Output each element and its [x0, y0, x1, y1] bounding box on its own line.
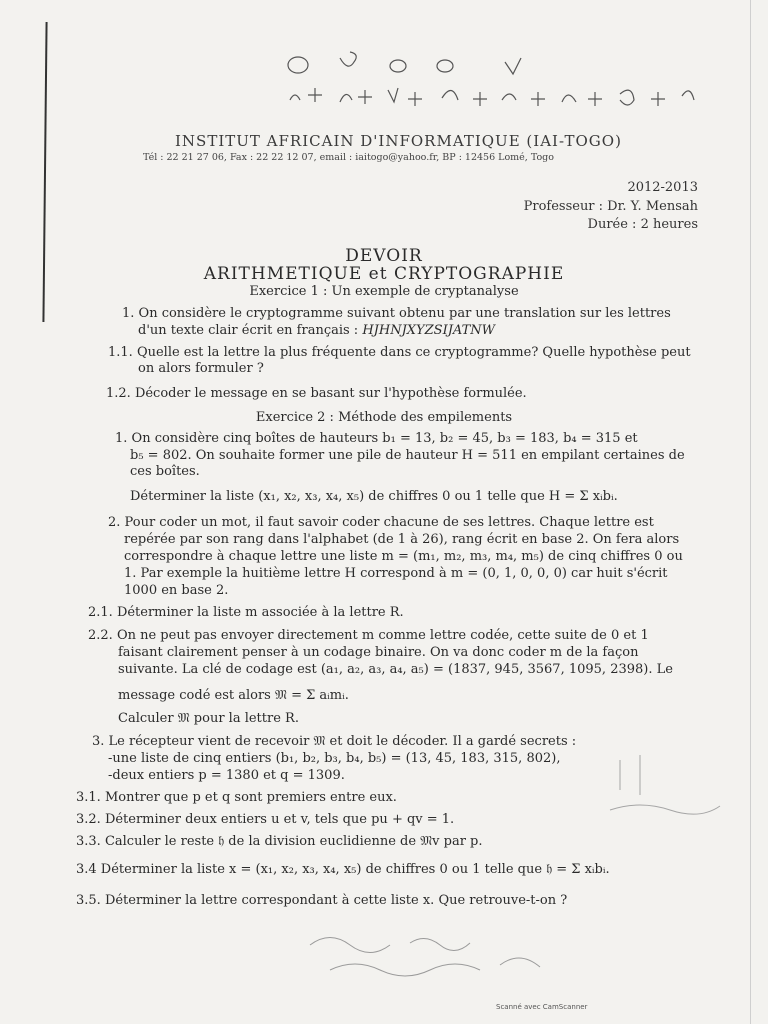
ex2-q3-line2: -une liste de cinq entiers (b₁, b₂, b₃, b₄, b₅) = (13, 45, 183, 315, 802), — [108, 751, 561, 766]
ex1-q11-line1: 1.1. Quelle est la lettre la plus fréquente dans ce cryptogramme? Quelle hypothèse peut — [108, 345, 691, 360]
ex2-q21: 2.1. Déterminer la liste m associée à la lettre R. — [88, 605, 404, 620]
handwritten-scribble — [270, 50, 710, 130]
ex2-q1-line4: Déterminer la liste (x₁, x₂, x₃, x₄, x₅) de chiffres 0 ou 1 telle que H = Σ xᵢbᵢ. — [130, 489, 618, 504]
ex1-q1-text: d'un texte clair écrit en français : — [138, 323, 359, 338]
exam-subject: ARITHMETIQUE et CRYPTOGRAPHIE — [203, 264, 565, 284]
ex2-q33: 3.3. Calculer le reste 𝔥 de la division euclidienne de 𝔐v par p. — [76, 834, 483, 849]
ex2-q22-line3: suivante. La clé de codage est (a₁, a₂, a₃, a₄, a₅) = (1837, 945, 3567, 1095, 2398). Le — [118, 662, 673, 677]
ex1-q12: 1.2. Décoder le message en se basant sur l'hypothèse formulée. — [106, 386, 527, 401]
ex2-q22-line1: 2.2. On ne peut pas envoyer directement m comme lettre codée, cette suite de 0 et 1 — [88, 628, 649, 643]
ex2-q2-line4: 1. Par exemple la huitième lettre H correspond à m = (0, 1, 0, 0, 0) car huit s'écrit — [124, 566, 668, 581]
bleed-through-marks-right — [600, 740, 740, 840]
ex1-q1-line2 — [138, 323, 495, 338]
bleed-through-scribbles — [300, 925, 620, 995]
ex2-q32: 3.2. Déterminer deux entiers u et v, tels que pu + qv = 1. — [76, 812, 455, 827]
exam-year: 2012-2013 — [627, 180, 698, 195]
ex2-q3-line3: -deux entiers p = 1380 et q = 1309. — [108, 768, 345, 783]
scanner-footer: Scanné avec CamScanner — [496, 1003, 588, 1011]
ex2-q1-line2: b₅ = 802. On souhaite former une pile de hauteur H = 511 en empilant certaines de — [130, 448, 685, 463]
exercise1-heading: Exercice 1 : Un exemple de cryptanalyse — [249, 284, 519, 299]
ex2-q22-line4: message codé est alors 𝔐 = Σ aᵢmᵢ. — [118, 688, 349, 703]
ex2-q35: 3.5. Déterminer la lettre correspondant à cette liste x. Que retrouve-t-on ? — [76, 893, 568, 908]
exam-title: DEVOIR — [345, 246, 423, 266]
ex2-q34: 3.4 Déterminer la liste x = (x₁, x₂, x₃, x₄, x₅) de chiffres 0 ou 1 telle que 𝔥 = Σ xᵢbᵢ. — [76, 862, 610, 877]
institute-contact: Tél : 22 21 27 06, Fax : 22 22 12 07, email : iaitogo@yahoo.fr, BP : 12456 Lomé, Togo — [143, 152, 554, 163]
ex2-q22-line5: Calculer 𝔐 pour la lettre R. — [118, 711, 299, 726]
ex2-q22-line2: faisant clairement penser à un codage binaire. On va donc coder m de la façon — [118, 645, 639, 660]
ex2-q2-line2: repérée par son rang dans l'alphabet (de 1 à 26), rang écrit en base 2. On fera alors — [124, 532, 680, 547]
page-edge-line — [750, 0, 751, 1024]
ex2-q2-line1: 2. Pour coder un mot, il faut savoir coder chacune de ses lettres. Chaque lettre est — [108, 515, 654, 530]
ex2-q31: 3.1. Montrer que p et q sont premiers entre eux. — [76, 790, 397, 805]
exam-duration: Durée : 2 heures — [587, 217, 698, 232]
ex1-q11-line2: on alors formuler ? — [138, 361, 264, 376]
ex2-q2-line5: 1000 en base 2. — [124, 583, 229, 598]
ex1-q1-line1: 1. On considère le cryptogramme suivant obtenu par une translation sur les lettres — [122, 306, 671, 321]
exam-professor: Professeur : Dr. Y. Mensah — [523, 199, 698, 214]
ex2-q1-line3: ces boîtes. — [130, 464, 200, 479]
exercise2-heading: Exercice 2 : Méthode des empilements — [255, 410, 513, 425]
institute-name: INSTITUT AFRICAIN D'INFORMATIQUE (IAI-TOGO) — [175, 132, 622, 150]
ex2-q1-line1: 1. On considère cinq boîtes de hauteurs b₁ = 13, b₂ = 45, b₃ = 183, b₄ = 315 et — [115, 431, 638, 446]
ex2-q2-line3: correspondre à chaque lettre une liste m = (m₁, m₂, m₃, m₄, m₅) de cinq chiffres 0 ou — [124, 549, 683, 564]
ex2-q3-line1: 3. Le récepteur vient de recevoir 𝔐 et doit le décoder. Il a gardé secrets : — [92, 734, 577, 749]
ex1-cryptogram: HJHNJXYZSIJATNW — [362, 323, 496, 338]
